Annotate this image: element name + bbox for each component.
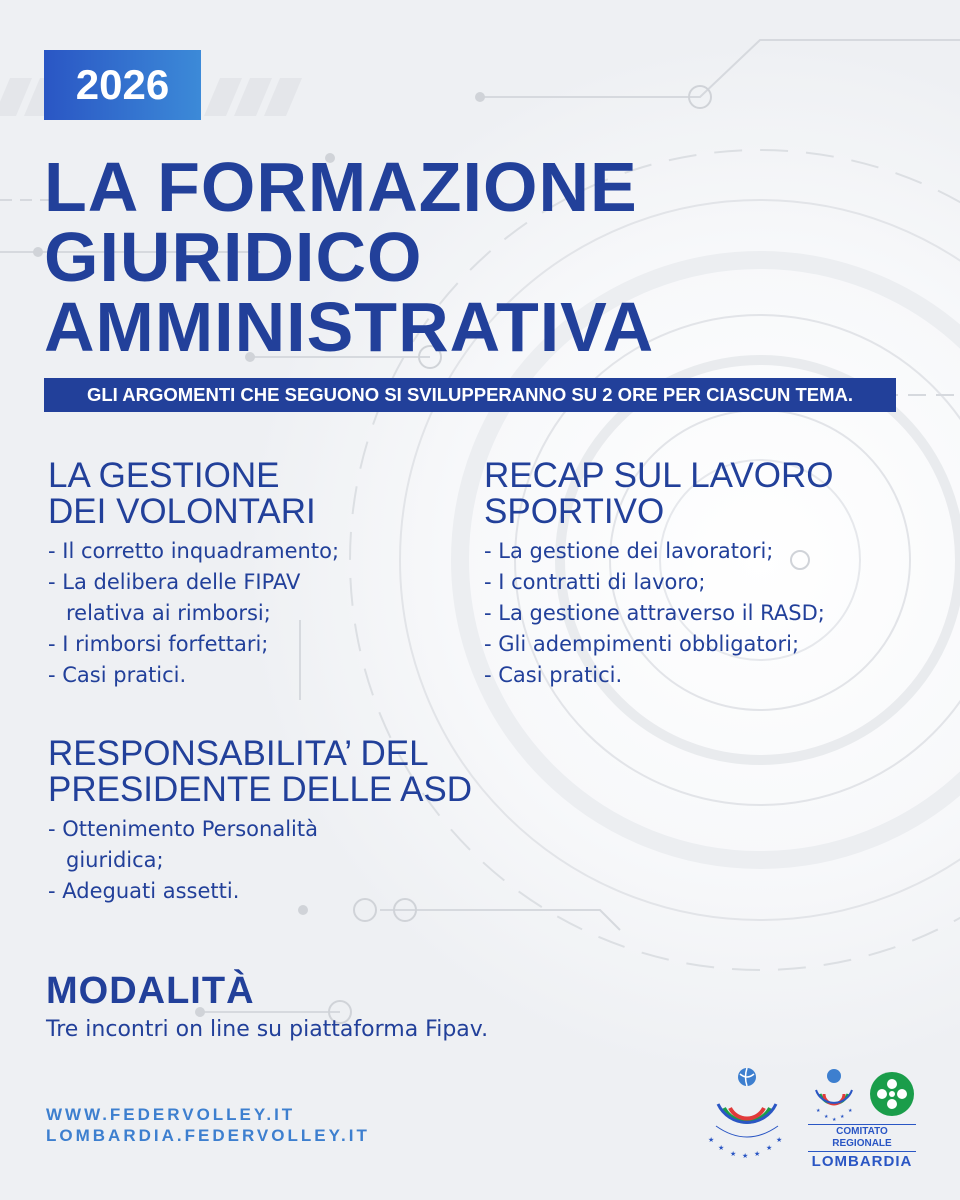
title-line-1: LA FORMAZIONE	[44, 148, 638, 226]
section-lavoro-title-line-2: SPORTIVO	[484, 492, 665, 531]
section-presidente-title-line-1: RESPONSABILITA’ DEL	[48, 734, 429, 773]
comitato-label-line-1: COMITATO REGIONALE	[808, 1124, 916, 1152]
svg-text:★: ★	[708, 1137, 715, 1144]
year-badge: 2026	[44, 50, 201, 120]
link-federvolley[interactable]: WWW.FEDERVOLLEY.IT	[46, 1105, 296, 1124]
comitato-lombardia-logo	[808, 1066, 918, 1126]
svg-text:★: ★	[776, 1137, 783, 1144]
list-item	[48, 814, 472, 876]
list-item: - Gli adempimenti obbligatori;	[484, 632, 800, 656]
svg-text:★: ★	[824, 1114, 829, 1120]
section-volontari	[48, 458, 339, 691]
page-title	[44, 148, 655, 366]
info-banner: GLI ARGOMENTI CHE SEGUONO SI SVILUPPERANNO SU 2 ORE PER CIASCUN TEMA.	[44, 378, 896, 412]
section-volontari-title-line-1: LA GESTIONE	[48, 456, 280, 495]
section-presidente-title	[48, 736, 472, 808]
list-item: - Adeguati assetti.	[48, 879, 240, 903]
section-presidente-title-line-2: PRESIDENTE DELLE ASD	[48, 770, 473, 809]
svg-text:★: ★	[840, 1114, 845, 1120]
modalita-text: Tre incontri on line su piattaforma Fipav.	[46, 1017, 489, 1042]
section-lavoro	[484, 458, 833, 691]
section-lavoro-title-line-1: RECAP SUL LAVORO	[484, 456, 834, 495]
section-lavoro-list	[484, 536, 833, 691]
svg-text:★: ★	[848, 1108, 853, 1114]
svg-text:★: ★	[718, 1145, 725, 1152]
list-item-line: giuridica;	[66, 848, 164, 872]
list-item: - Casi pratici.	[484, 663, 623, 687]
svg-text:★: ★	[766, 1145, 773, 1152]
list-item: - La gestione attraverso il RASD;	[484, 601, 825, 625]
footer-links	[46, 1104, 370, 1146]
svg-text:★: ★	[816, 1108, 821, 1114]
fipav-logo	[702, 1064, 792, 1160]
list-item: - I contratti di lavoro;	[484, 570, 706, 594]
list-item: - Casi pratici.	[48, 663, 187, 687]
list-item: - Il corretto inquadramento;	[48, 539, 340, 563]
title-line-2: GIURIDICO	[44, 218, 423, 296]
list-item-line: - Ottenimento Personalità	[48, 817, 318, 841]
svg-text:★: ★	[832, 1117, 837, 1123]
section-volontari-title-line-2: DEI VOLONTARI	[48, 492, 316, 531]
modalita-title: MODALITÀ	[46, 970, 255, 1012]
svg-text:★: ★	[730, 1151, 737, 1158]
comitato-label-line-2: LOMBARDIA	[811, 1153, 913, 1170]
section-presidente	[48, 736, 472, 907]
svg-text:★: ★	[754, 1151, 761, 1158]
list-item-line: - La delibera delle FIPAV	[48, 570, 301, 594]
list-item	[48, 567, 339, 629]
list-item: - I rimborsi forfettari;	[48, 632, 269, 656]
link-lombardia[interactable]: LOMBARDIA.FEDERVOLLEY.IT	[46, 1126, 370, 1145]
title-line-3: AMMINISTRATIVA	[44, 288, 655, 366]
list-item: - La gestione dei lavoratori;	[484, 539, 774, 563]
section-lavoro-title	[484, 458, 833, 530]
list-item-line: relativa ai rimborsi;	[66, 601, 271, 625]
comitato-regionale-label	[808, 1124, 916, 1172]
section-volontari-list	[48, 536, 339, 691]
svg-text:★: ★	[742, 1153, 749, 1160]
section-presidente-list	[48, 814, 472, 907]
section-volontari-title	[48, 458, 339, 530]
